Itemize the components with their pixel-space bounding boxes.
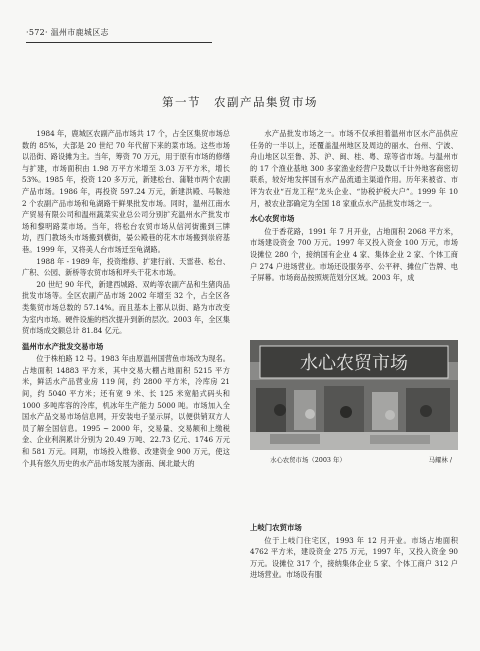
market-heading-shangqimen: 上岐门农贸市场	[250, 523, 302, 532]
paragraph: 位于株柏路 12 号。1983 年由原温州国营鱼市场改为现名。占地面积 14883 平方米，其中交易大棚占地面积 5215 平方米，鲜活水产品营业房 119 间，约 2800 平方米，冷库房 21 间，约 5040 平方米；还有宽 9 米、长 125 米宽船式码头和 1000 多吨库容的冷库，机冰年生产能力 5000 吨。市场加入全国水产品交易市场信息网，开安装电子显示屏，以便供销双方人员了解全国信息。1995 ~ 2000 年，交易量、交易额和上缴税金、企业利润累计分别为 20.49 万吨、22.73 亿元、1746 万元和 581 万元。同期，市场投入维修、改建资金 900 万元，使这个具有悠久历史的水产品市场发展为浙南、闽北最大的	[22, 354, 230, 468]
photo-credit: 马耀林 /	[428, 456, 452, 464]
caption-text: 水心农贸市场（2003 年）	[270, 456, 346, 464]
market-photo	[250, 340, 458, 450]
market-heading-aquatic: 温州市水产批发交易市场	[22, 341, 104, 351]
market-heading-shuixin: 水心农贸市场	[250, 214, 295, 224]
paragraph: 20 世纪 90 年代，新建西城路、双屿等农副产品和生猪肉品批发市场等。全区农副产品市场 2002 年增至 32 个，占全区各类集贸市场总数的 57.14%。而且基本上都从以街、路为市改变为室内市场。硬件设施的档次提升到新的层次。2003 年，全区集贸市场成交额总计 81.84 亿元。	[22, 279, 230, 336]
paragraph: 水产品批发市场之一。市场不仅承担着温州市区水产品供应任务的一半以上，还覆盖温州地区及周边的丽水、台州、宁波、舟山地区以至鲁、苏、沪、闽、桂、粤、琼等省市场。与温州市的 17 个渔业基地 300 多家渔业经营户及数以千计外地客商密切联系，较好地发挥国有水产品流通主渠道作用。历年来被省、市评为农业“百龙工程”龙头企业、“协税护税大户”。1999 年 10 月，被农业部确定为全国 18 家重点水产品批发市场之一。	[250, 129, 458, 208]
right-column-lower	[250, 522, 458, 581]
header-rule	[26, 42, 212, 43]
market-photo-image	[250, 340, 458, 450]
photo-sign-text: 水心农贸市场	[300, 353, 408, 374]
paragraph: 1984 年，鹿城区农副产品市场共 17 个，占全区集贸市场总数的 85%，大部是 20 世纪 70 年代留下来的菜市场。这些市场以沿街、路设摊为主。当年，筹资 70 万元，用于原有市场的修缮与扩建，市场面积由 1.98 万平方米增至 3.03 万平方米，增长 53%。1985 年，投资 120 多万元，新建松台、蒲鞋市两个农副产品市场。1986 年，再投资 597.24 万元，新建洪殿、马鞍池 2 个农副产品市场和龟湖路干鲜果批发市场。同时，温州江南水产贸易有限公司和温州蔬菜实业总公司分别扩充温州水产批发市场和黎明路菜市场。当年，将松台农贸市场从信河街搬到三牌坊，西门教场头市场搬到横街，晏公殿巷的花木市场搬到崇府基巷。1999 年，又将美人台市场迁至龟湖路。	[22, 129, 230, 254]
paragraph: 位于香花路，1991 年 7 月开业，占地面积 2068 平方米，市场建设资金 700 万元。1997 年又投入资金 100 万元，市场设摊位 280 个，接纳国有企业 4 家、集体企业 2 家、个体工商户 274 户进场营业。市场还设服务亭、公平秤、摊位广告牌、电子屏幕。市场商品按照规范划分区域。2003 年，成	[250, 226, 458, 283]
left-column	[22, 128, 230, 469]
paragraph: 1988 年 - 1989 年，投资维修、扩建行前、天雷巷、松台、广积、公园、新桥等农贸市场和坪头干花木市场。	[22, 256, 230, 278]
paragraph: 位于上岐门住宅区，1993 年 12 月开业。市场占地面积 4762 平方米，建设资金 275 万元，1997 年，又投入资金 90 万元。设摊位 317 个，接纳集体企业 5 家、个体工商户 312 户进场营业。市场设有服	[250, 535, 458, 580]
right-column	[250, 128, 458, 284]
page-header: ·572· 温州市鹿城区志	[26, 28, 109, 37]
section-title: 第一节 农副产品集贸市场	[162, 95, 318, 109]
